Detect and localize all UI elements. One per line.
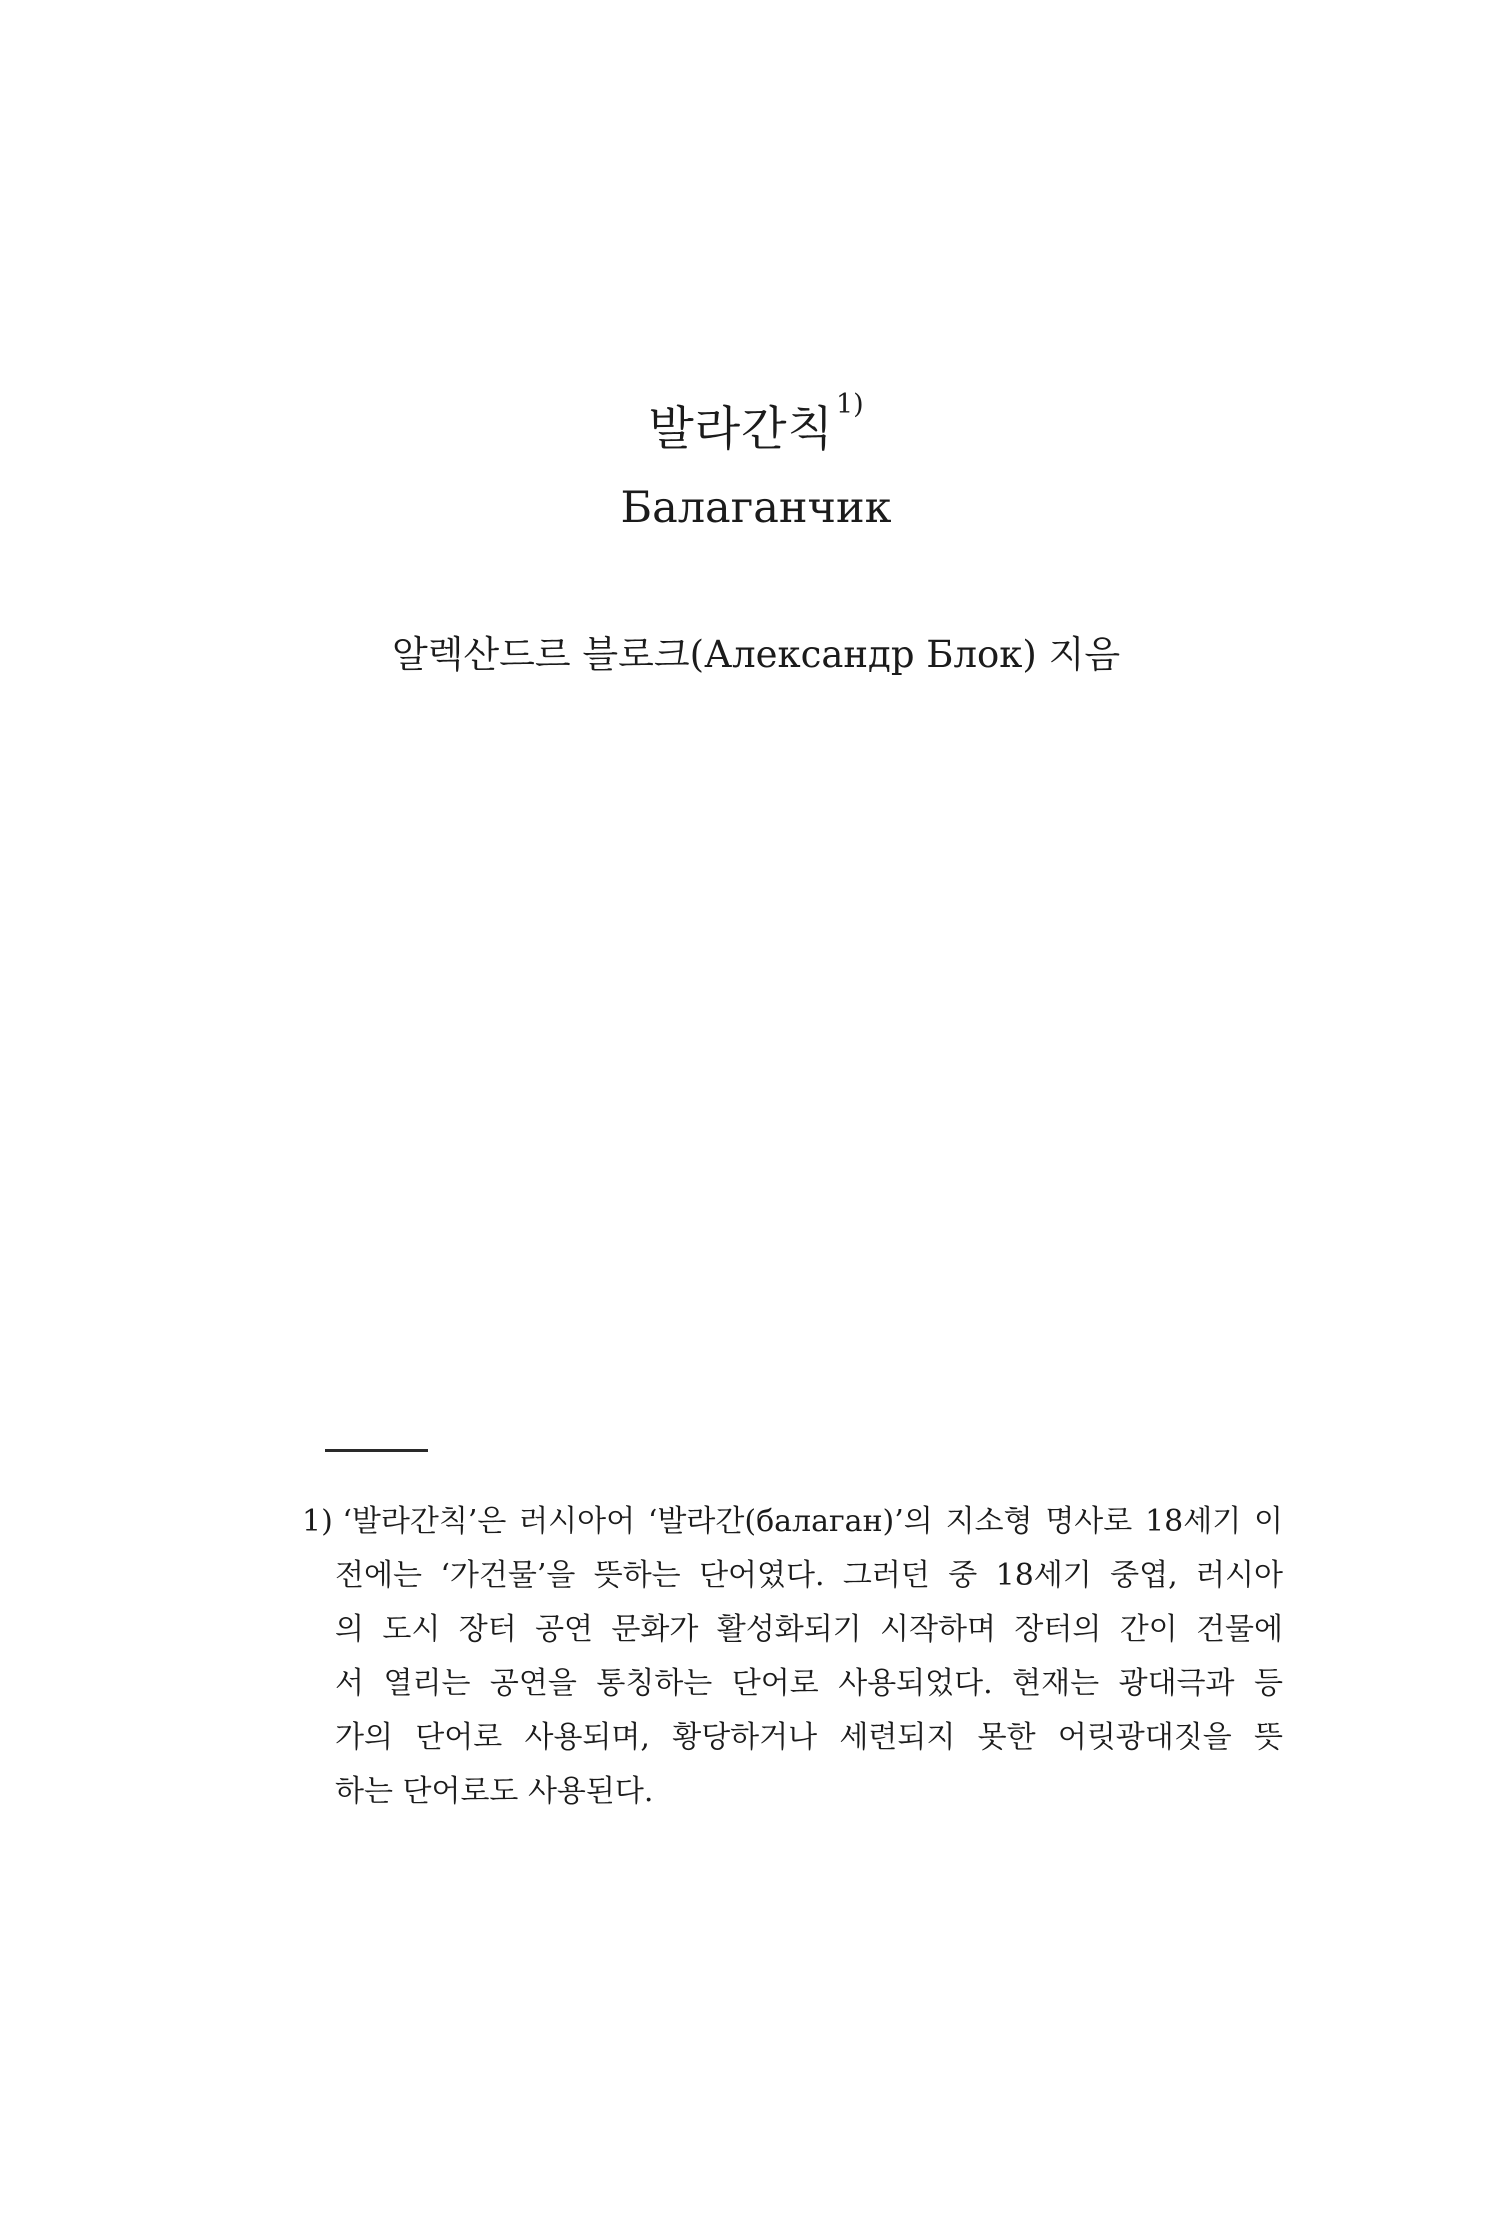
byline: 알렉산드르 블로크(Александр Блок) 지음	[391, 633, 1121, 676]
footnote-line	[302, 1495, 1283, 1549]
footnote	[302, 1495, 1283, 1819]
footnote-line: 의 도시 장터 공연 문화가 활성화되기 시작하며 장터의 간이 건물에	[335, 1612, 1283, 1647]
footnote-line: 하는 단어로도 사용된다.	[335, 1774, 654, 1809]
title-russian: Балаганчик	[620, 483, 892, 534]
footnote-ref: 1)	[835, 389, 864, 421]
title-block	[0, 389, 1512, 534]
footnote-line: 가의 단어로 사용되며, 황당하거나 세련되지 못한 어릿광대짓을 뜻	[335, 1720, 1283, 1755]
footnote-divider	[325, 1449, 428, 1452]
footnote-line: 전에는 ‘가건물’을 뜻하는 단어였다. 그러던 중 18세기 중엽, 러시아	[335, 1558, 1283, 1593]
footnote-marker: 1)	[302, 1504, 333, 1539]
footnote-line-text: ‘발라간칙’은 러시아어 ‘발라간(балаган)’의 지소형 명사로 18세기 이	[342, 1504, 1283, 1539]
footnote-line: 서 열리는 공연을 통칭하는 단어로 사용되었다. 현재는 광대극과 등	[335, 1666, 1283, 1701]
title-korean: 발라간칙	[648, 402, 834, 457]
page-title	[0, 389, 1512, 457]
